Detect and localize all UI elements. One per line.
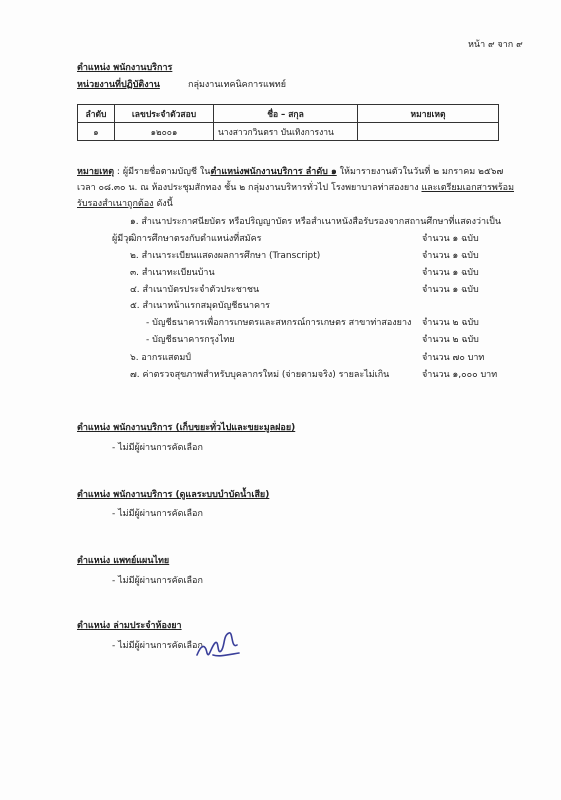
- unit-label: หน่วยงานที่ปฏิบัติงาน: [77, 80, 160, 90]
- list-item: [112, 248, 512, 260]
- list-item: [112, 231, 512, 243]
- remark-text-3-tail: ดังนี้: [156, 199, 173, 209]
- doc-label: - บัญชีธนาคารกรุงไทย: [146, 335, 235, 345]
- table-header-row: [78, 105, 499, 123]
- section-status: - ไม่มีผู้ผ่านการคัดเลือก: [112, 641, 203, 651]
- cell-exam-id: ๑๒๐๐๑: [115, 123, 214, 141]
- doc-label: ๕. สำเนาหน้าแรกสมุดบัญชีธนาคาร: [130, 301, 270, 311]
- doc-qty: จำนวน ๒ ฉบับ: [422, 318, 479, 328]
- list-item: [112, 214, 512, 226]
- doc-qty: จำนวน ๒ ฉบับ: [422, 335, 479, 345]
- doc-label: - บัญชีธนาคารเพื่อการเกษตรและสหกรณ์การเกษตร สาขาท่าสองยาง: [146, 318, 412, 328]
- list-item: [112, 332, 512, 344]
- remark-text-2b: และเตรียมเอกสารพร้อม: [421, 183, 515, 193]
- remark-line-1: [77, 164, 503, 178]
- remark-text-1c: ให้มารายงานตัวในวันที่ ๒ มกราคม ๒๕๖๗: [339, 167, 504, 177]
- doc-qty: จำนวน ๑ ฉบับ: [422, 234, 479, 244]
- section-title: ตำแหน่ง พนักงานบริการ (เก็บขยะทั่วไปและขยะมูลฝอย): [77, 423, 296, 433]
- remark-position-ref: ตำแหน่งพนักงานบริการ ลำดับ ๑: [210, 167, 337, 177]
- remark-text-2a: เวลา ๐๘.๓๐ น. ณ ห้องประชุมสักทอง ชั้น ๒ กลุ่มงานบริหารทั่วไป โรงพยาบาลท่าสองยาง: [77, 183, 419, 193]
- doc-label: ผู้มีวุฒิการศึกษาตรงกับตำแหน่งที่สมัคร: [112, 234, 262, 244]
- list-item: [112, 265, 512, 277]
- cell-no: ๑: [78, 123, 115, 141]
- position-title: ตำแหน่ง พนักงานบริการ: [77, 63, 173, 73]
- unit-value: กลุ่มงานเทคนิคการแพทย์: [188, 80, 286, 90]
- table-row: [78, 123, 499, 141]
- section-title: ตำแหน่ง แพทย์แผนไทย: [77, 556, 170, 566]
- section-status: - ไม่มีผู้ผ่านการคัดเลือก: [112, 443, 203, 453]
- doc-label: ๒. สำเนาระเบียนแสดงผลการศึกษา (Transcript): [130, 251, 321, 261]
- doc-qty: จำนวน ๗๐ บาท: [422, 353, 485, 363]
- remark-label: หมายเหตุ: [77, 167, 115, 177]
- col-header-exam-id: เลขประจำตัวสอบ: [115, 105, 214, 123]
- list-item: [112, 350, 512, 362]
- col-header-name: ชื่อ – สกุล: [214, 105, 358, 123]
- section-title: ตำแหน่ง พนักงานบริการ (ดูแลระบบบำบัดน้ำเสีย): [77, 490, 270, 500]
- col-header-note: หมายเหตุ: [358, 105, 499, 123]
- list-item: [112, 282, 512, 294]
- doc-label: ๓. สำเนาทะเบียนบ้าน: [130, 268, 215, 278]
- section-title: ตำแหน่ง ล่ามประจำห้องยา: [77, 621, 182, 631]
- section-status: - ไม่มีผู้ผ่านการคัดเลือก: [112, 576, 203, 586]
- remark-line-3: [77, 196, 173, 210]
- col-header-no: ลำดับ: [78, 105, 115, 123]
- page-number: หน้า ๙ จาก ๙: [468, 40, 523, 50]
- remark-line-2: [77, 180, 514, 194]
- doc-label: ๑. สำเนาประกาศนียบัตร หรือปริญญาบัตร หรือสำเนาหนังสือรับรองจากสถานศึกษาที่แสดงว่าเป็น: [130, 217, 502, 227]
- doc-label: ๖. อากรแสตมป์: [130, 353, 191, 363]
- candidate-table: [77, 104, 499, 141]
- doc-qty: จำนวน ๑,๐๐๐ บาท: [422, 370, 498, 380]
- section-status: - ไม่มีผู้ผ่านการคัดเลือก: [112, 509, 203, 519]
- cell-note: [358, 123, 499, 141]
- doc-qty: จำนวน ๑ ฉบับ: [422, 268, 479, 278]
- remark-text-1a: : ผู้มีรายชื่อตามบัญชี ใน: [116, 167, 211, 177]
- doc-label: ๗. ค่าตรวจสุขภาพสำหรับบุคลากรใหม่ (จ่ายตามจริง) รายละไม่เกิน: [130, 370, 390, 380]
- remark-text-3: รับรองสำเนาถูกต้อง: [77, 199, 154, 209]
- doc-qty: จำนวน ๑ ฉบับ: [422, 285, 479, 295]
- signature-image: [193, 625, 243, 663]
- doc-qty: จำนวน ๑ ฉบับ: [422, 251, 479, 261]
- doc-label: ๔. สำเนาบัตรประจำตัวประชาชน: [130, 285, 260, 295]
- cell-name: นางสาวกวินตรา บันเทิงการงาน: [214, 123, 358, 141]
- list-item: [112, 298, 512, 310]
- list-item: [112, 315, 512, 327]
- list-item: [112, 367, 512, 379]
